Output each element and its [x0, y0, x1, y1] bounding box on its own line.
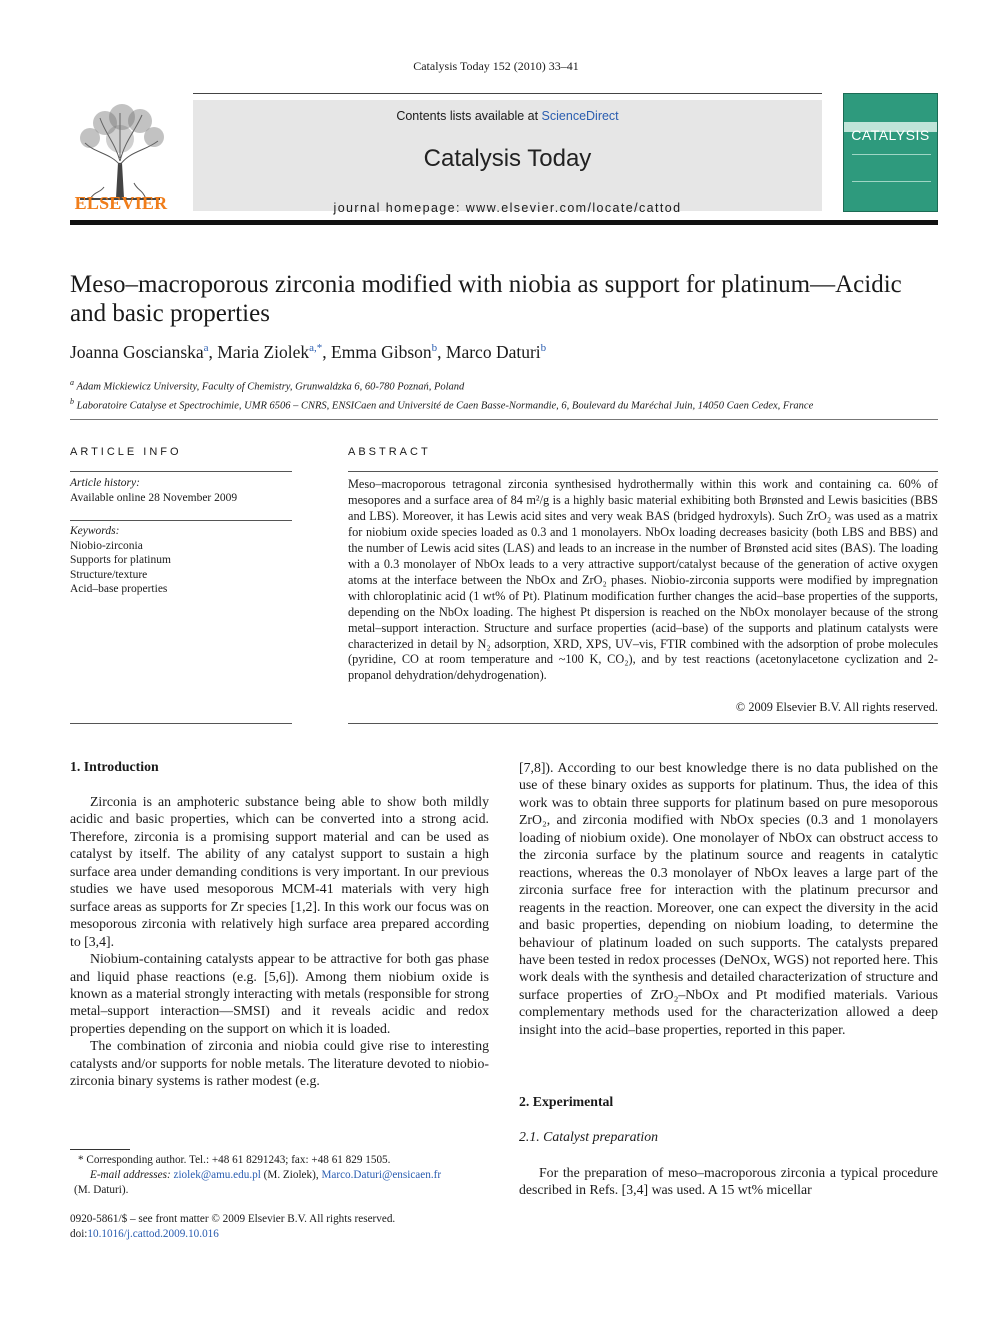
- abstract-heading: ABSTRACT: [348, 446, 431, 458]
- article-info-heading: ARTICLE INFO: [70, 446, 182, 458]
- keyword: Structure/texture: [70, 568, 148, 581]
- contents-prefix: Contents lists available at: [396, 109, 542, 123]
- abstract-bottom-rule: [348, 723, 938, 724]
- affiliation: [70, 376, 938, 395]
- history-value: Available online 28 November 2009: [70, 491, 238, 504]
- doi-line: [70, 1227, 489, 1242]
- article-info-bottom-rule: [70, 723, 292, 724]
- email-link[interactable]: Marco.Daturi@ensicaen.fr: [321, 1169, 442, 1181]
- header-rule: [70, 220, 938, 225]
- section-heading-introduction: 1. Introduction: [70, 759, 159, 774]
- email-owner: (M. Daturi).: [74, 1184, 129, 1196]
- right-column-text: [519, 1164, 938, 1199]
- abstract-copyright: © 2009 Elsevier B.V. All rights reserved.: [735, 700, 938, 714]
- author-name: Emma Gibson: [331, 342, 432, 362]
- author-affil-marker[interactable]: a: [203, 342, 209, 355]
- abstract-rule: [348, 471, 938, 472]
- journal-banner: [193, 100, 822, 215]
- article-info-rule: [70, 520, 292, 521]
- masthead-top-rule: [193, 93, 822, 94]
- corresponding-line: * Corresponding author. Tel.: +48 61 8291243; fax: +48 61 829 1505.: [78, 1154, 391, 1166]
- subsection-heading-catalyst-preparation: 2.1. Catalyst preparation: [519, 1129, 658, 1144]
- affiliation-rule: [70, 419, 938, 420]
- keyword: Supports for platinum: [70, 554, 171, 566]
- history-label: Article history:: [70, 477, 140, 489]
- article-info-rule: [70, 471, 292, 472]
- keyword: Niobio-zirconia: [70, 539, 143, 552]
- paragraph: Niobium-containing catalysts appear to be attractive for both gas phase and liquid phase reactions (e.g. [5,6]). Among them niobium oxide is known as a material strongly interacting with metals (responsible for strong metal–support interaction—SMSI) and it reveals acidic and redox properties depending on the support on which it is loaded.: [70, 951, 489, 1036]
- email-owner: (M. Ziolek),: [263, 1169, 319, 1181]
- publisher-name: ELSEVIER: [74, 193, 168, 213]
- doi-link[interactable]: 10.1016/j.cattod.2009.10.016: [87, 1228, 219, 1240]
- author-affil-marker[interactable]: b: [540, 342, 547, 355]
- author-list: Joanna Goscianska$^a$, Maria Ziolek$^{a,*}$, Emma Gibson$^b$, Marco Daturi$^b$: [70, 342, 547, 362]
- affiliation-text: Adam Mickiewicz University, Faculty of Chemistry, Grunwaldzka 6, 60-780 Poznań, Poland: [76, 381, 465, 393]
- affiliation-text: Laboratoire Catalyse et Spectrochimie, UMR 6506 – CNRS, ENSICaen and Université de Caen Basse-Normandie, 6, Boulevard du Maréchal Juin, 14050 Caen Cedex, France: [76, 400, 814, 411]
- keywords-label: Keywords:: [70, 525, 120, 537]
- affiliation-marker: a: [70, 378, 74, 387]
- paragraph: The combination of zirconia and niobia could give rise to interesting catalysts and/or supports for noble metals. The literature devoted to niobio-zirconia binary systems is rather modest (e.g.: [70, 1038, 489, 1089]
- keyword: Acid–base properties: [70, 583, 168, 595]
- journal-cover-thumbnail: [843, 93, 938, 212]
- author-affil-marker[interactable]: a,*: [309, 342, 323, 355]
- article-title: Meso–macroporous zirconia modified with niobia as support for platinum—Acidic and basic properties: [70, 271, 902, 327]
- journal-citation: Catalysis Today 152 (2010) 33–41: [413, 59, 579, 73]
- article-history: [70, 476, 292, 505]
- masthead: [70, 93, 938, 213]
- author-name: Joanna Goscianska: [70, 342, 204, 362]
- author-name: Marco Daturi: [445, 342, 541, 362]
- doi-label: doi:: [70, 1228, 88, 1240]
- abstract-text: Meso–macroporous tetragonal zirconia synthesised hydrothermally within this work and containing ca. 60% of mesopores and a surface area of 84 m²/g is a highly basic material exhibiting both Brønsted and Lewis basicities (BBS and LBS). Moreover, it has Lewis acid sites and very weak BAS (bridged hydroxyls). Such ZrO₂ was used as a matrix for niobium oxide species loaded as 0.3 and 1 monolayers. NbOx loading decreases basicity (both LBS and BBS) and the number of Lewis acid sites (LAS) and leads to an increase in the number of Brønsted acid sites (BAS). The loading with a 0.3 monolayer of NbOx leads to a very attractive support/catalyst because of the generation of active oxygen atoms at the interface between the NbOx and ZrO₂ phases. Niobio-zirconia supports were modified by impregnation with chloroplatinic acid (1 wt% of Pt). Platinum modification further changes the acid–base properties of the supports, depending on the NbOx loading. The highest Pt dispersion is reached on the NbOx monolayer because of the strong metal–support interaction. Structure and surface properties (acid–base) of the supports and platinum catalysts were characterized in detail by N₂ adsorption, XRD, XPS, UV–vis, FTIR combined with the adsorption of probe molecules (pyridine, CO at room temperature and ~100 K, CO₂), and by test reactions (acetonylacetone cyclization and 2-propanol dehydration/dehydrogenation).: [348, 477, 938, 683]
- author-name: Maria Ziolek: [217, 342, 310, 362]
- affiliation-marker: b: [70, 396, 74, 406]
- cover-title: CATALYSIS: [851, 127, 930, 143]
- paragraph: [7,8]). According to our best knowledge there is no data published on the use of these binary oxides as supports for platinum. Thus, the idea of this work was to obtain three supports for platinum based on pure mesoporous ZrO₂, and zirconia modified with NbOx species (0.3 and 1 monolayers loading of niobium oxide). One monolayer of NbOx can obstruct access to the zirconia surface by the platinum source and reagents in catalytic reactions, whereas the 0.3 monolayer of NbOx leaves a large part of the zirconia surface free for interaction with the platinum precursor and reagents in the reaction. Moreover, one can expect the diversity in the acid and basic properties, depending on niobium loading, to determine the behaviour of platinum loaded on such supports. The catalysts prepared have been tested in redox processes (DeNOx, WGS) not reported here. This work deals with the synthesis and detailed characterization of structure and surface properties of ZrO₂–NbOx and Pt modified materials. Various complementary methods used for the characterization allowed a deep insight into the acid–base properties, reported in this paper.: [519, 760, 938, 1037]
- affiliation: [70, 395, 938, 414]
- left-column-text: [70, 793, 489, 1090]
- sciencedirect-link[interactable]: ScienceDirect: [541, 109, 619, 123]
- journal-name: Catalysis Today: [423, 145, 592, 172]
- email-link[interactable]: ziolek@amu.edu.pl: [173, 1169, 261, 1181]
- journal-homepage[interactable]: journal homepage: www.elsevier.com/locate/cattod: [333, 201, 682, 215]
- email-label: E-mail addresses:: [90, 1169, 171, 1181]
- paragraph: For the preparation of meso–macroporous zirconia a typical procedure described in Refs. [3,4] was used. A 15 wt% micellar: [519, 1165, 938, 1198]
- corresponding-author-footnote: [70, 1153, 489, 1198]
- keywords: [70, 524, 292, 597]
- affiliations: [70, 376, 938, 413]
- right-column-text: [519, 759, 938, 1038]
- contents-availability: [193, 109, 822, 123]
- email-line: [70, 1168, 489, 1183]
- author-affil-marker[interactable]: b: [431, 342, 438, 355]
- cover-text-lines: [852, 154, 931, 182]
- issn-line: 0920-5861/$ – see front matter © 2009 Elsevier B.V. All rights reserved.: [70, 1213, 396, 1225]
- section-heading-experimental: 2. Experimental: [519, 1094, 614, 1109]
- footnote-rule: [70, 1149, 130, 1150]
- paragraph: Zirconia is an amphoteric substance being able to show both mildly acidic and basic properties, which can be converted into a strong acid. Therefore, zirconia is a promising support material and can be used as catalyst by itself. The ability of any catalyst support to sustain a high surface area under demanding conditions is very important. In our previous studies we have used mesoporous MCM-41 materials with very high surface areas as supports for Zr species [1,2]. In this work our focus was on mesoporous zirconia with relatively high surface area prepared according to [3,4].: [70, 794, 489, 949]
- front-matter-info: [70, 1212, 489, 1242]
